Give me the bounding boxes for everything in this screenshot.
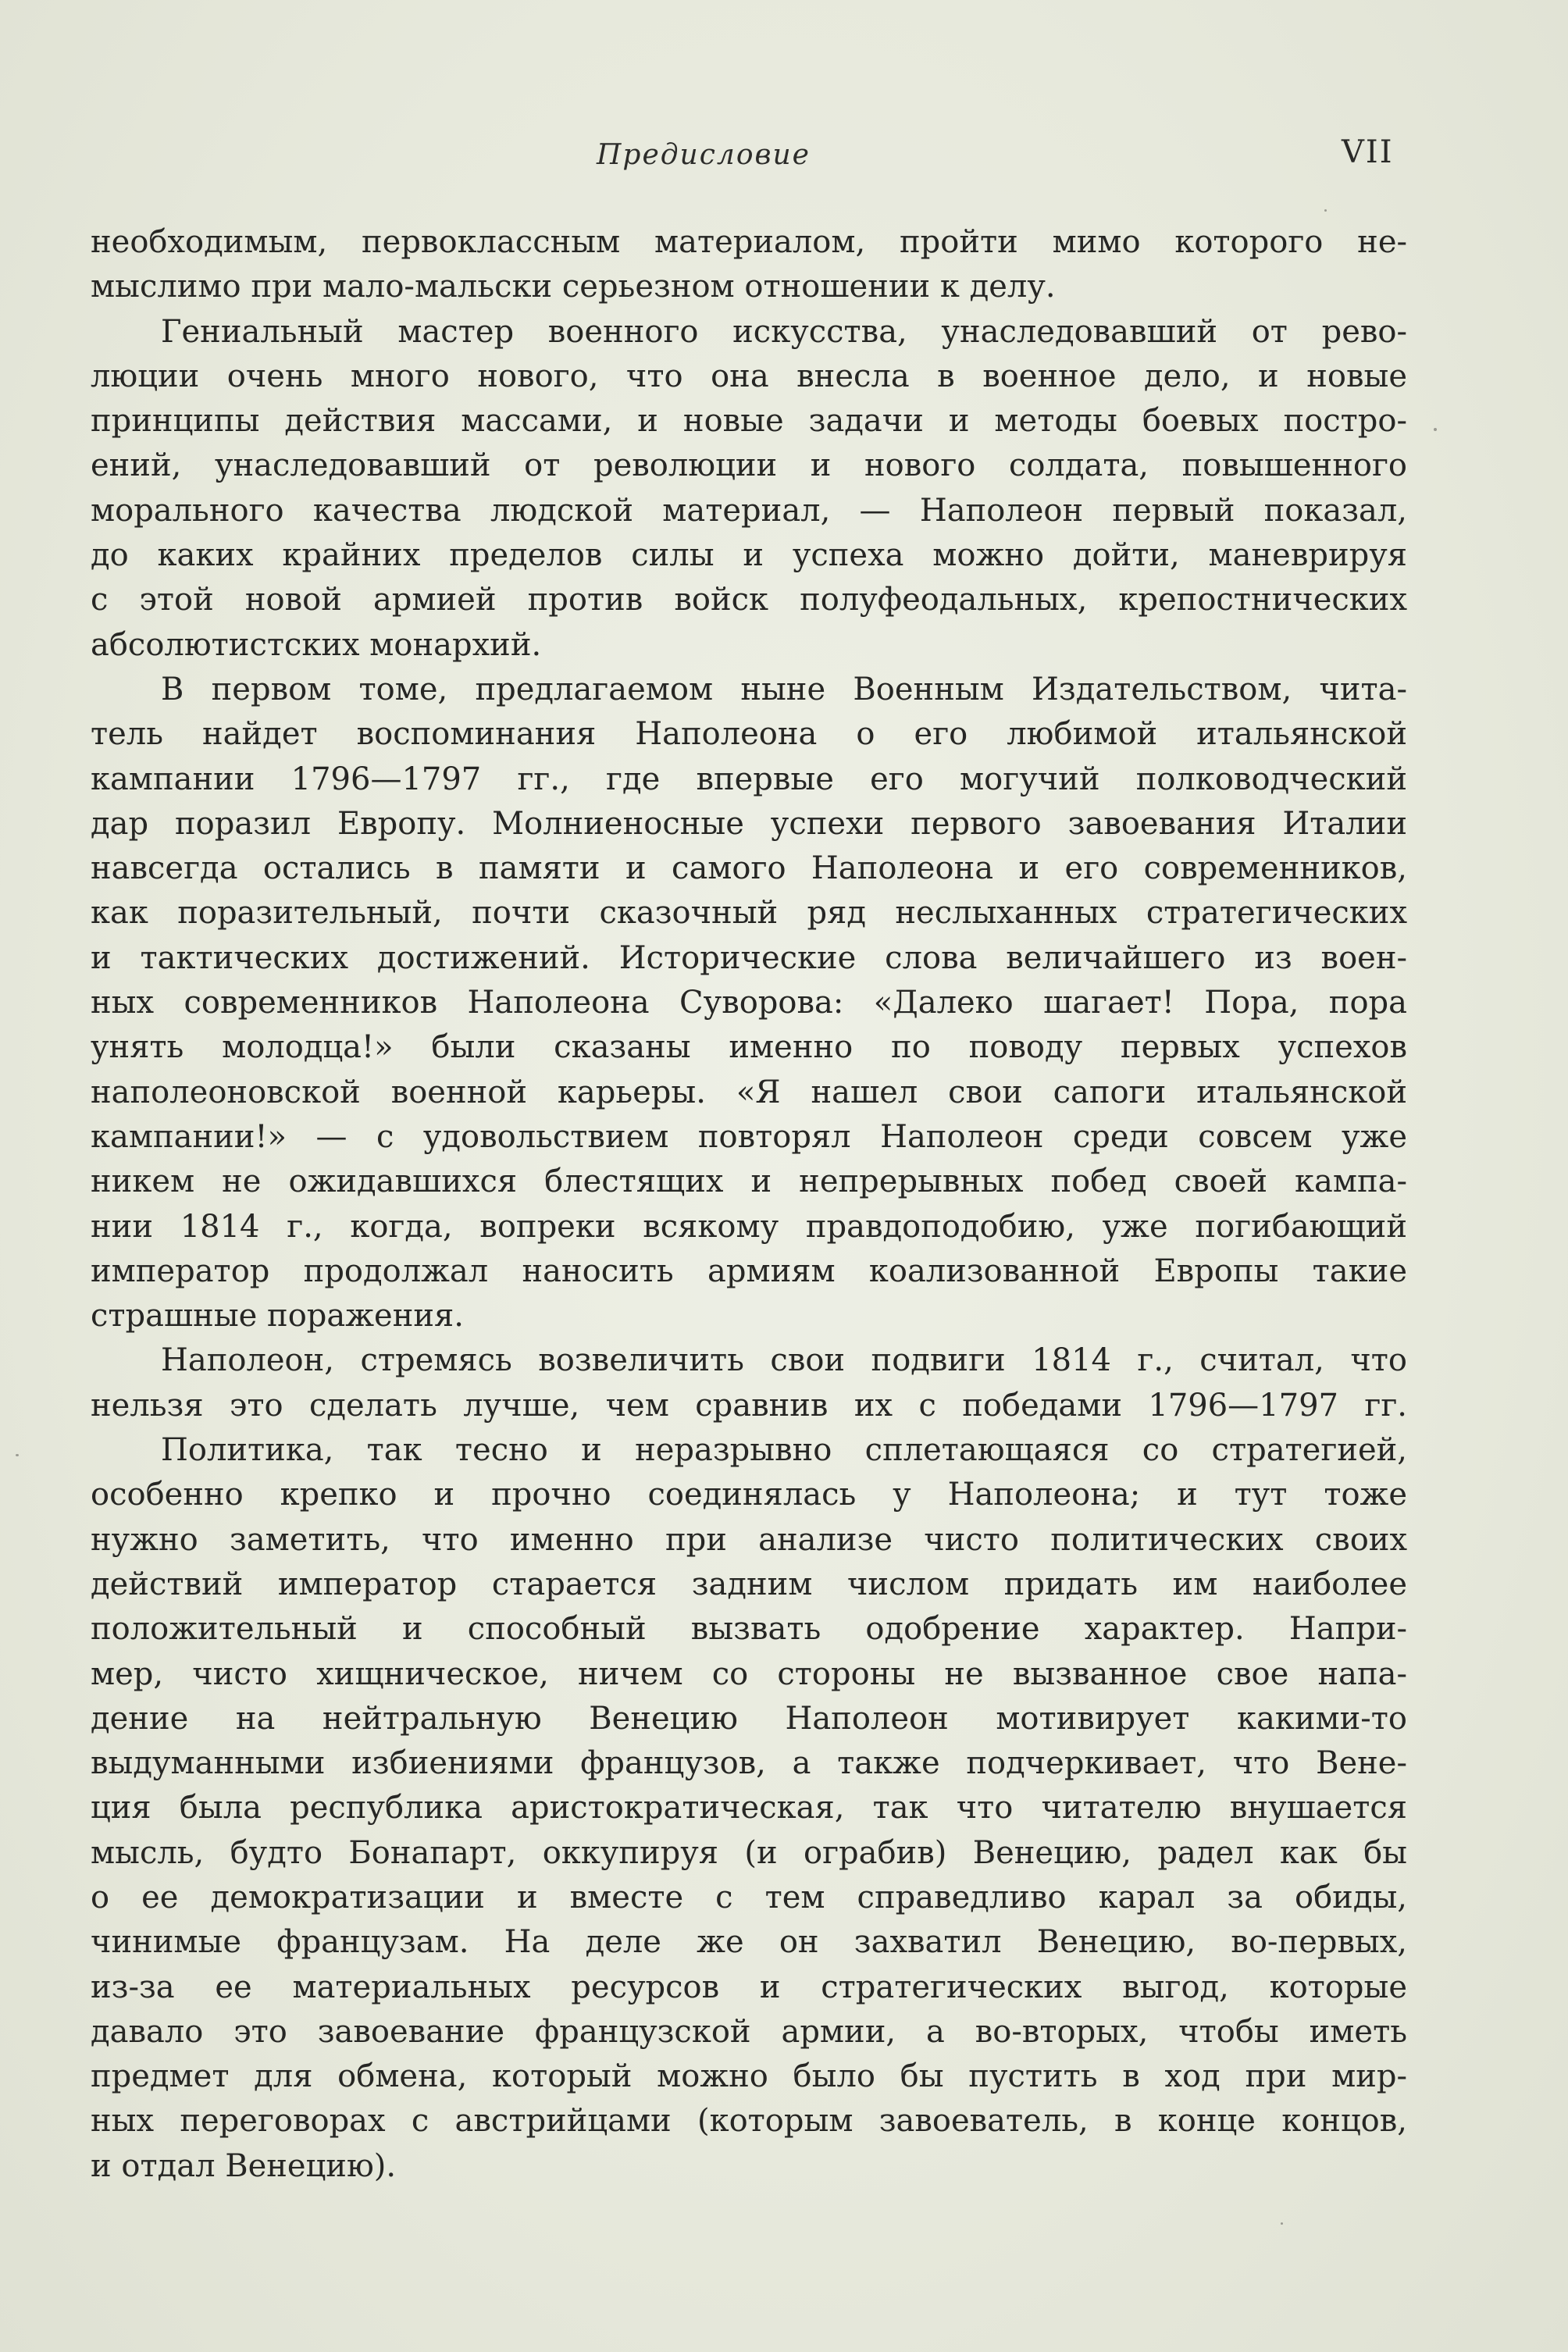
text-line: кампании 1796—1797 гг., где впервые его могучий полководческий [91,761,1407,797]
text-line: о ее демократизации и вместе с тем справедливо карал за обиды, [91,1879,1407,1915]
paper-speck [16,1454,19,1456]
text-line: и отдал Венецию). [91,2147,397,2184]
text-line: положительный и способный вызвать одобрение характер. Напри- [91,1611,1407,1648]
text-line: мер, чисто хищническое, ничем со стороны не вызванное свое напа- [91,1655,1407,1692]
text-line: давало это завоевание французской армии, а во-вторых, чтобы иметь [91,2013,1407,2050]
text-line: император продолжал наносить армиям коализованной Европы такие [91,1253,1407,1289]
text-line: из-за ее материальных ресурсов и стратегических выгод, которые [91,1969,1407,2005]
text-line: Политика, так тесно и неразрывно сплетающаяся со стратегией, [161,1432,1407,1469]
text-line: нужно заметить, что именно при анализе чисто политических своих [91,1521,1407,1558]
text-line: дение на нейтральную Венецию Наполеон мотивирует какими-то [91,1700,1407,1737]
text-line: нельзя это сделать лучше, чем сравнив их с победами 1796—1797 гг. [91,1387,1407,1424]
paper-speck [1324,209,1327,212]
text-line: никем не ожидавшихся блестящих и непрерывных побед своей кампа- [91,1164,1407,1200]
text-line: навсегда остались в памяти и самого Наполеона и его современников, [91,850,1407,887]
page-number: VII [1342,134,1394,170]
text-line: ных переговорах с австрийцами (которым завоеватель, в конце концов, [91,2103,1407,2140]
text-line: ция была республика аристократическая, так что читателю внушается [91,1790,1407,1826]
text-line: и тактических достижений. Исторические слова величайшего из воен- [91,939,1407,976]
text-line: с этой новой армией против войск полуфеодальных, крепостнических [91,582,1407,618]
text-line: выдуманными избиениями французов, а также подчеркивает, что Вене- [91,1745,1407,1782]
text-line: унять молодца!» были сказаны именно по поводу первых успехов [91,1029,1407,1066]
text-line: морального качества людской материал, — Наполеон первый показал, [91,492,1407,529]
text-line: действий император старается задним числом придать им наиболее [91,1566,1407,1602]
text-line: мыслимо при мало-мальски серьезном отношении к делу. [91,269,1056,305]
paper-speck [1434,428,1437,431]
text-line: люции очень много нового, что она внесла в военное дело, и новые [91,358,1407,394]
text-line: ных современников Наполеона Суворова: «Далеко шагает! Пора, пора [91,985,1407,1021]
paper-speck [1281,2222,1283,2225]
body-text [91,220,1407,2189]
text-line: нии 1814 г., когда, вопреки всякому правдоподобию, уже погибающий [91,1208,1407,1245]
text-line: принципы действия массами, и новые задачи и методы боевых постро- [91,403,1407,440]
text-line: до каких крайних пределов силы и успеха можно дойти, маневрируя [91,537,1407,574]
text-line: дар поразил Европу. Молниеносные успехи первого завоевания Италии [91,805,1407,842]
text-line: тель найдет воспоминания Наполеона о его любимой итальянской [91,716,1407,753]
text-line: особенно крепко и прочно соединялась у Наполеона; и тут тоже [91,1477,1407,1513]
running-head [0,134,1568,194]
text-line: чинимые французам. На деле же он захватил Венецию, во-первых, [91,1924,1407,1961]
text-line: мысль, будто Бонапарт, оккупируя (и ограбив) Венецию, радел как бы [91,1834,1407,1871]
text-line: кампании!» — с удовольствием повторял Наполеон среди совсем уже [91,1118,1407,1155]
text-line: абсолютистских монархий. [91,626,542,663]
text-line: как поразительный, почти сказочный ряд неслыханных стратегических [91,895,1407,932]
text-line: Наполеон, стремясь возвеличить свои подвиги 1814 г., считал, что [161,1342,1407,1379]
text-line: Гениальный мастер военного искусства, унаследовавший от рево- [161,313,1407,350]
text-line: наполеоновской военной карьеры. «Я нашел свои сапоги итальянской [91,1074,1407,1110]
running-title: Предисловие [597,139,811,171]
text-line: страшные поражения. [91,1298,464,1335]
text-line: необходимым, первоклассным материалом, пройти мимо которого не- [91,224,1407,260]
text-line: предмет для обмена, который можно было бы пустить в ход при мир- [91,2058,1407,2095]
text-line: ений, унаследовавший от революции и нового солдата, повышенного [91,447,1407,484]
text-line: В первом томе, предлагаемом ныне Военным Издательством, чита- [161,671,1407,707]
